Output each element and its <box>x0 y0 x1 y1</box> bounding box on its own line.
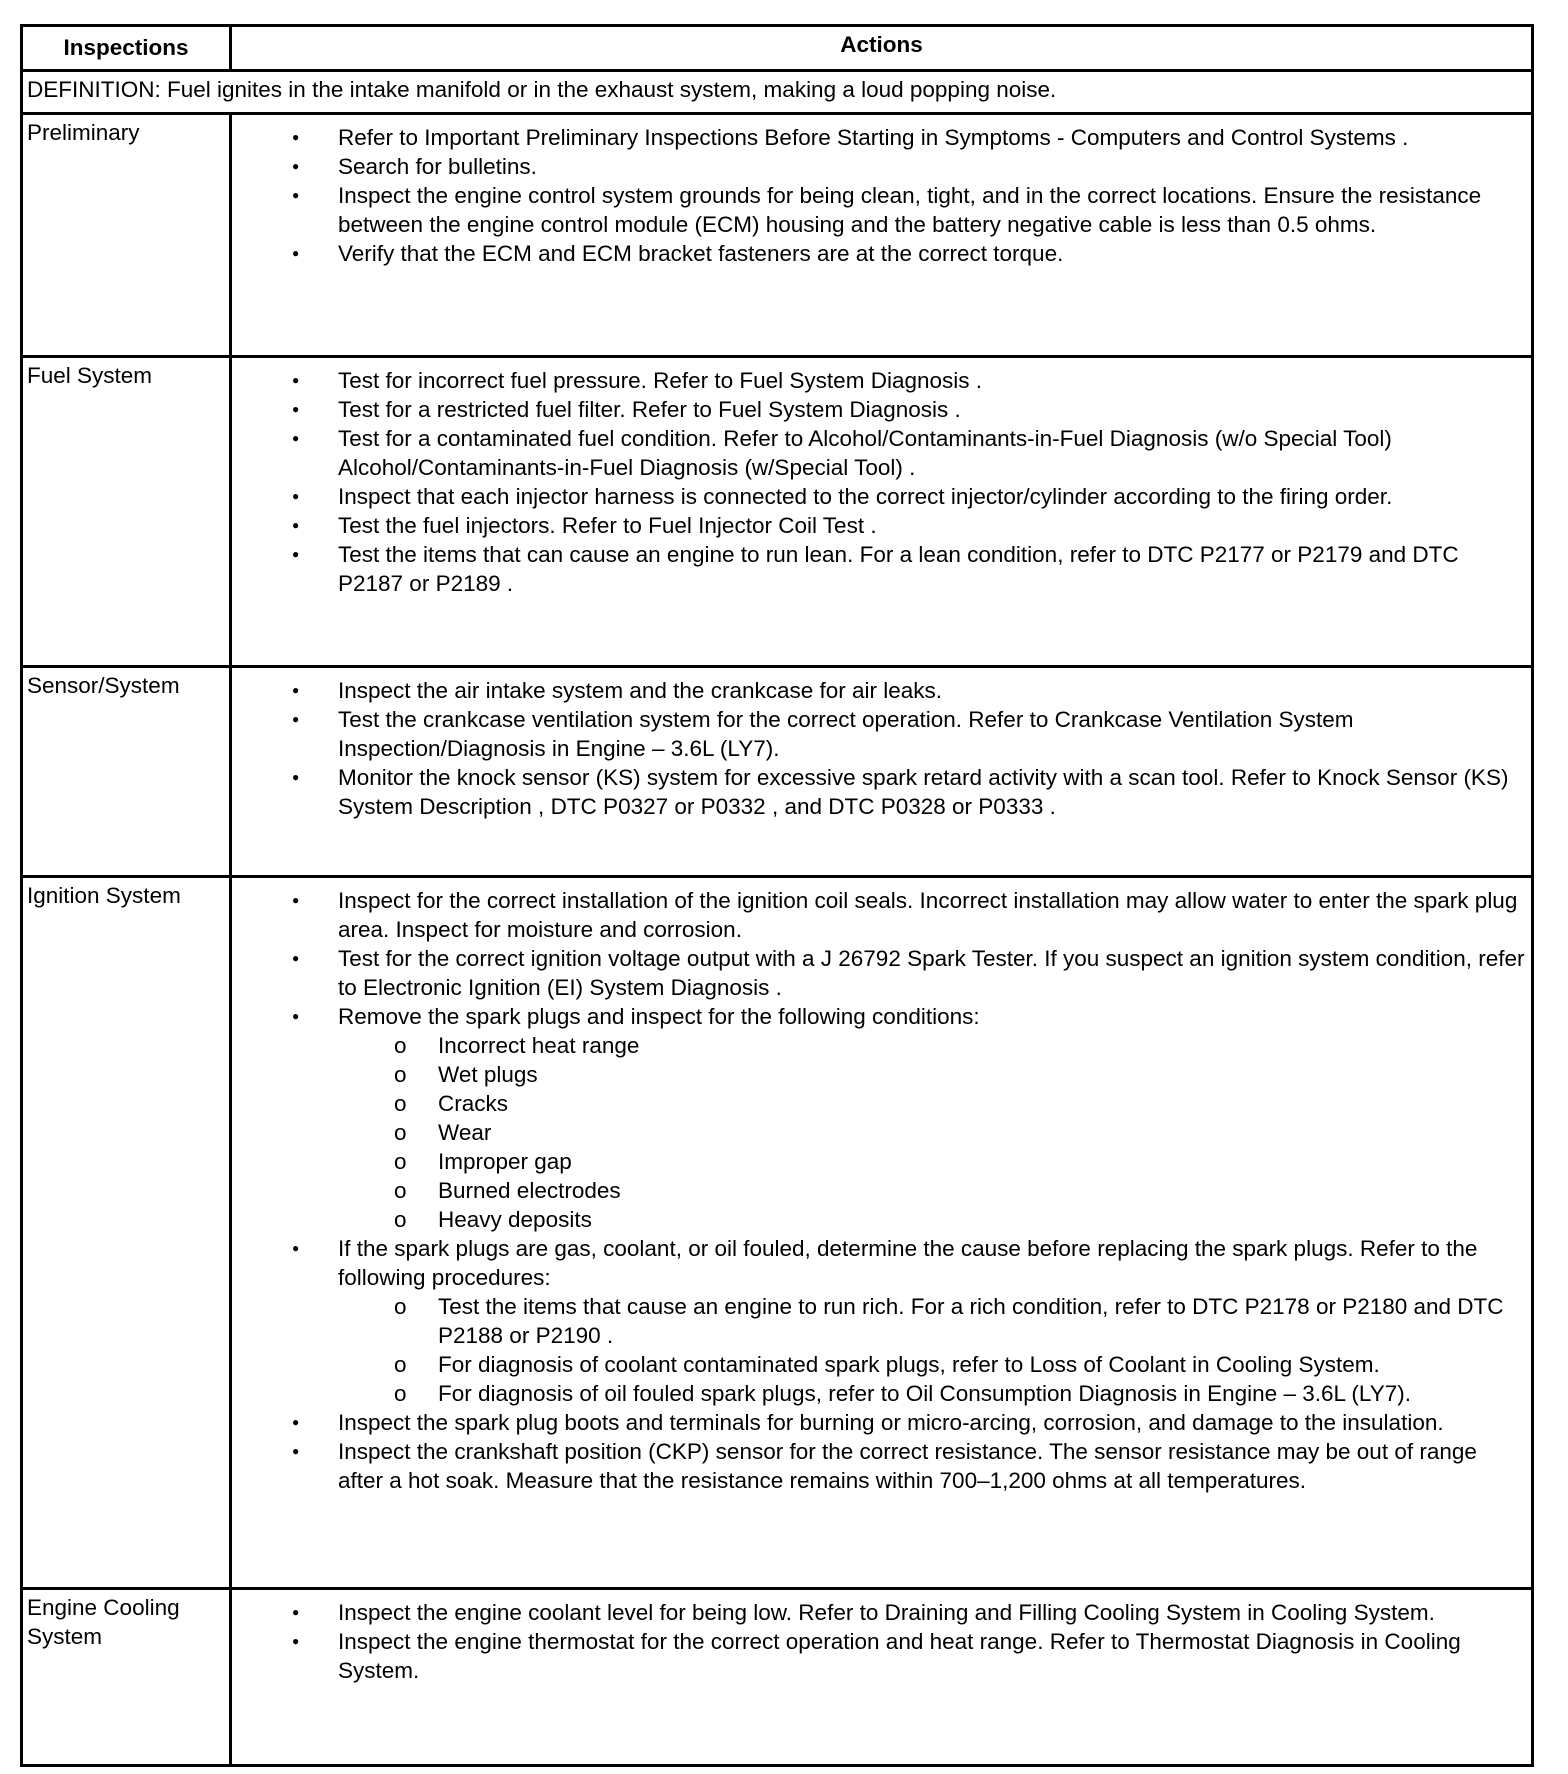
sub-item: o Test the items that cause an engine to run rich. For a rich condition, refer to DTC P2178 or P2180 and DTC P2188 or P2190 . <box>438 1292 1525 1350</box>
list-item: ● Test the items that can cause an engine to run lean. For a lean condition, refer to DTC P2177 or P2179 and DTC P2187 or P2189 . <box>338 540 1525 598</box>
table-row <box>22 357 1533 667</box>
inspection-table <box>20 24 1534 1767</box>
list-item: ● Test for the correct ignition voltage output with a J 26792 Spark Tester. If you suspect an ignition system condition, refer to Electronic Ignition (EI) System Diagnosis . <box>338 944 1525 1002</box>
sub-item: o For diagnosis of coolant contaminated spark plugs, refer to Loss of Coolant in Cooling System. <box>438 1350 1525 1379</box>
list-item: ● Inspect the engine thermostat for the correct operation and heat range. Refer to Thermostat Diagnosis in Cooling System. <box>338 1627 1525 1685</box>
list-item: ● Inspect the air intake system and the crankcase for air leaks. <box>338 676 1525 705</box>
sub-item: o Heavy deposits <box>438 1205 1525 1234</box>
list-item: ● Test for a restricted fuel filter. Refer to Fuel System Diagnosis . <box>338 395 1525 424</box>
table-row <box>22 667 1533 877</box>
row-label: Engine Cooling System <box>22 1589 231 1766</box>
header-row <box>22 26 1533 71</box>
list-item: ● Test the fuel injectors. Refer to Fuel Injector Coil Test . <box>338 511 1525 540</box>
definition: DEFINITION: Fuel ignites in the intake manifold or in the exhaust system, making a loud popping noise. <box>22 71 1533 114</box>
sub-item: o Wear <box>438 1118 1525 1147</box>
list-item: ● Inspect the engine coolant level for being low. Refer to Draining and Filling Cooling System in Cooling System. <box>338 1598 1525 1627</box>
header-inspections: Inspections <box>22 26 231 71</box>
sub-item: o Burned electrodes <box>438 1176 1525 1205</box>
list-item: ● Test for a contaminated fuel condition. Refer to Alcohol/Contaminants-in-Fuel Diagnosis (w/o Special Tool) Alcohol/Contaminants-in-Fuel Diagnosis (w/Special Tool) . <box>338 424 1525 482</box>
list-item: ● Inspect that each injector harness is connected to the correct injector/cylinder according to the firing order. <box>338 482 1525 511</box>
sub-item: o Cracks <box>438 1089 1525 1118</box>
list-item: ● Remove the spark plugs and inspect for the following conditions: o Incorrect heat range o Wet plugs o Cracks o Wear o Improper gap o Burned electrodes o Heavy deposits <box>338 1002 1525 1234</box>
table-row <box>22 1589 1533 1766</box>
sub-item: o For diagnosis of oil fouled spark plugs, refer to Oil Consumption Diagnosis in Engine – 3.6L (LY7). <box>438 1379 1525 1408</box>
list-item: ● Refer to Important Preliminary Inspections Before Starting in Symptoms - Computers and Control Systems . <box>338 123 1525 152</box>
list-item: ● Inspect the crankshaft position (CKP) sensor for the correct resistance. The sensor resistance may be out of range after a hot soak. Measure that the resistance remains within 700–1,200 ohms at all temperatures. <box>338 1437 1525 1495</box>
row-label: Ignition System <box>22 877 231 1589</box>
sub-item: o Improper gap <box>438 1147 1525 1176</box>
table-row <box>22 114 1533 357</box>
sub-item: o Incorrect heat range <box>438 1031 1525 1060</box>
row-label: Sensor/System <box>22 667 231 877</box>
list-item: ● Inspect the spark plug boots and terminals for burning or micro-arcing, corrosion, and damage to the insulation. <box>338 1408 1525 1437</box>
row-label: Preliminary <box>22 114 231 357</box>
list-item: ● Search for bulletins. <box>338 152 1525 181</box>
list-item: ● If the spark plugs are gas, coolant, or oil fouled, determine the cause before replacing the spark plugs. Refer to the following procedures: o Test the items that cause an engine to run rich. For a rich condition, refer to DTC P2178 or P2180 and DTC P2188 or P2190 . o For diagnosis of coolant contaminated spark plugs, refer to Loss of Coolant in Cooling System. o For diagnosis of oil fouled spark plugs, refer to Oil Consumption Diagnosis in Engine – 3.6L (LY7). <box>338 1234 1525 1408</box>
header-actions: Actions <box>231 26 1533 71</box>
list-item: ● Verify that the ECM and ECM bracket fasteners are at the correct torque. <box>338 239 1525 268</box>
row-label: Fuel System <box>22 357 231 667</box>
list-item: ● Monitor the knock sensor (KS) system for excessive spark retard activity with a scan tool. Refer to Knock Sensor (KS) System Description , DTC P0327 or P0332 , and DTC P0328 or P0333 . <box>338 763 1525 821</box>
table-row <box>22 877 1533 1589</box>
list-item: ● Inspect the engine control system grounds for being clean, tight, and in the correct locations. Ensure the resistance between the engine control module (ECM) housing and the battery negative cable is less than 0.5 ohms. <box>338 181 1525 239</box>
list-item: ● Test for incorrect fuel pressure. Refer to Fuel System Diagnosis . <box>338 366 1525 395</box>
list-item: ● Inspect for the correct installation of the ignition coil seals. Incorrect installation may allow water to enter the spark plug area. Inspect for moisture and corrosion. <box>338 886 1525 944</box>
sub-item: o Wet plugs <box>438 1060 1525 1089</box>
list-item: ● Test the crankcase ventilation system for the correct operation. Refer to Crankcase Ventilation System Inspection/Diagnosis in Engine – 3.6L (LY7). <box>338 705 1525 763</box>
